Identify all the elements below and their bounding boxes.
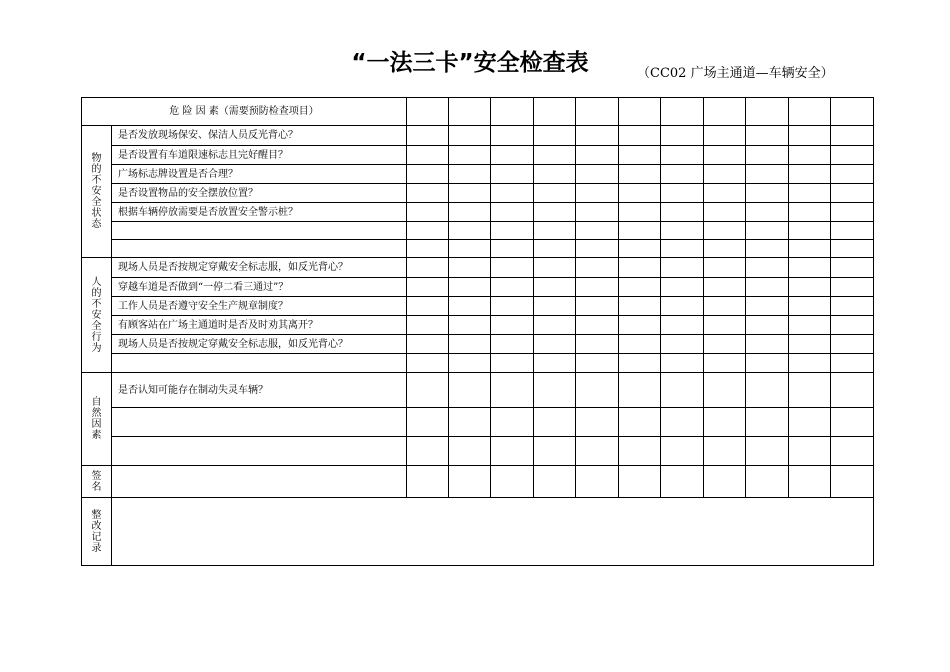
check-cell[interactable] <box>534 354 576 373</box>
table-row <box>82 335 874 354</box>
category-char: 然 <box>91 408 102 419</box>
category-char: 人 <box>91 276 102 288</box>
check-cell[interactable] <box>576 354 619 373</box>
check-cell[interactable] <box>661 408 704 437</box>
check-cell[interactable] <box>619 437 661 466</box>
check-cell[interactable] <box>407 335 449 354</box>
signature-label <box>82 466 112 498</box>
check-cell[interactable] <box>576 222 619 240</box>
category-char: 不 <box>91 175 102 186</box>
check-item <box>112 354 407 373</box>
check-cell[interactable] <box>407 408 449 437</box>
check-cell[interactable] <box>449 165 491 184</box>
check-cell[interactable] <box>449 98 491 126</box>
check-cell[interactable] <box>789 466 831 498</box>
category-char: 全 <box>91 197 102 208</box>
table-row <box>82 408 874 437</box>
table-row <box>82 297 874 316</box>
check-cell[interactable] <box>789 278 831 297</box>
check-cell[interactable] <box>491 278 534 297</box>
check-item <box>112 437 407 466</box>
check-cell[interactable] <box>746 408 789 437</box>
check-cell[interactable] <box>534 316 576 335</box>
check-cell[interactable] <box>491 165 534 184</box>
check-cell[interactable] <box>407 126 449 146</box>
check-cell[interactable] <box>534 146 576 165</box>
check-cell[interactable] <box>534 165 576 184</box>
check-cell[interactable] <box>789 258 831 278</box>
check-item: 有顾客站在广场主通道时是否及时劝其离开？ <box>112 316 407 335</box>
check-cell[interactable] <box>619 466 661 498</box>
check-cell[interactable] <box>491 203 534 222</box>
category-char: 记 <box>91 531 102 543</box>
check-cell[interactable] <box>704 466 746 498</box>
check-cell[interactable] <box>831 98 874 126</box>
check-cell[interactable] <box>619 98 661 126</box>
check-cell[interactable] <box>619 222 661 240</box>
check-cell[interactable] <box>746 354 789 373</box>
category-label <box>82 258 112 373</box>
check-cell[interactable] <box>831 146 874 165</box>
category-char: 的 <box>91 287 102 299</box>
check-cell[interactable] <box>449 146 491 165</box>
check-cell[interactable] <box>661 146 704 165</box>
page-subtitle: （CC02 广场主通道—车辆安全） <box>637 66 834 81</box>
check-cell[interactable] <box>704 278 746 297</box>
rectification-label <box>82 498 112 566</box>
category-char: 安 <box>91 309 102 321</box>
check-cell[interactable] <box>746 258 789 278</box>
table-row <box>82 126 874 146</box>
check-cell[interactable] <box>704 316 746 335</box>
hazard-header-label: 危 险 因 素（需要预防检查项目） <box>82 98 407 126</box>
check-cell[interactable] <box>576 240 619 258</box>
check-item: 工作人员是否遵守安全生产规章制度？ <box>112 297 407 316</box>
check-cell[interactable] <box>619 354 661 373</box>
table-row <box>82 373 874 408</box>
check-cell[interactable] <box>831 354 874 373</box>
check-item: 穿越车道是否做到“一停二看三通过”？ <box>112 278 407 297</box>
check-cell[interactable] <box>449 258 491 278</box>
check-cell[interactable] <box>704 126 746 146</box>
check-cell[interactable] <box>576 258 619 278</box>
check-cell[interactable] <box>619 408 661 437</box>
category-char: 为 <box>91 342 102 354</box>
check-cell[interactable] <box>491 437 534 466</box>
check-cell[interactable] <box>576 437 619 466</box>
check-cell[interactable] <box>661 222 704 240</box>
check-cell[interactable] <box>619 373 661 408</box>
check-cell[interactable] <box>831 184 874 203</box>
category-char: 整 <box>91 509 102 521</box>
check-cell[interactable] <box>449 203 491 222</box>
check-cell[interactable] <box>576 297 619 316</box>
check-cell[interactable] <box>407 258 449 278</box>
check-cell[interactable] <box>704 354 746 373</box>
check-cell[interactable] <box>534 278 576 297</box>
check-cell[interactable] <box>491 466 534 498</box>
check-cell[interactable] <box>746 165 789 184</box>
check-cell[interactable] <box>789 316 831 335</box>
check-cell[interactable] <box>534 98 576 126</box>
category-char: 行 <box>91 331 102 343</box>
check-cell[interactable] <box>704 297 746 316</box>
check-cell[interactable] <box>491 222 534 240</box>
check-cell[interactable] <box>576 278 619 297</box>
check-cell[interactable] <box>449 240 491 258</box>
safety-check-table <box>81 97 874 566</box>
check-cell[interactable] <box>704 146 746 165</box>
check-cell[interactable] <box>661 240 704 258</box>
check-cell[interactable] <box>789 98 831 126</box>
check-cell[interactable] <box>661 335 704 354</box>
check-cell[interactable] <box>789 203 831 222</box>
check-cell[interactable] <box>449 408 491 437</box>
check-cell[interactable] <box>746 278 789 297</box>
check-cell[interactable] <box>576 408 619 437</box>
check-item: 根据车辆停放需要是否放置安全警示桩？ <box>112 203 407 222</box>
check-cell[interactable] <box>619 126 661 146</box>
check-cell[interactable] <box>746 373 789 408</box>
table-row <box>82 165 874 184</box>
table-row <box>82 258 874 278</box>
check-cell[interactable] <box>661 278 704 297</box>
check-item: 是否设置物品的安全摆放位置？ <box>112 184 407 203</box>
table-row <box>82 222 874 240</box>
check-cell[interactable] <box>449 466 491 498</box>
check-item: 是否设置有车道限速标志且完好醒目？ <box>112 146 407 165</box>
check-cell[interactable] <box>576 335 619 354</box>
check-cell[interactable] <box>661 126 704 146</box>
check-cell[interactable] <box>491 316 534 335</box>
category-char: 自 <box>91 397 102 408</box>
check-cell[interactable] <box>831 222 874 240</box>
check-cell[interactable] <box>534 203 576 222</box>
check-cell[interactable] <box>407 316 449 335</box>
check-cell[interactable] <box>619 297 661 316</box>
check-cell[interactable] <box>661 316 704 335</box>
check-cell[interactable] <box>576 146 619 165</box>
check-cell[interactable] <box>576 316 619 335</box>
check-cell[interactable] <box>407 203 449 222</box>
check-cell[interactable] <box>661 258 704 278</box>
check-cell[interactable] <box>704 408 746 437</box>
check-cell[interactable] <box>449 373 491 408</box>
check-cell[interactable] <box>491 146 534 165</box>
rectification-notes-area[interactable] <box>112 498 874 566</box>
check-cell[interactable] <box>661 437 704 466</box>
check-cell[interactable] <box>576 466 619 498</box>
check-item: 广场标志牌设置是否合理？ <box>112 165 407 184</box>
check-cell[interactable] <box>704 258 746 278</box>
check-cell[interactable] <box>746 222 789 240</box>
check-cell[interactable] <box>704 437 746 466</box>
check-cell[interactable] <box>576 165 619 184</box>
check-cell[interactable] <box>407 437 449 466</box>
check-cell[interactable] <box>407 98 449 126</box>
check-cell[interactable] <box>407 354 449 373</box>
check-cell[interactable] <box>576 98 619 126</box>
category-char: 状 <box>91 208 102 219</box>
rectification-row <box>82 498 874 566</box>
check-cell[interactable] <box>407 278 449 297</box>
check-cell[interactable] <box>534 466 576 498</box>
check-cell[interactable] <box>407 297 449 316</box>
category-char: 名 <box>91 481 102 493</box>
check-cell[interactable] <box>449 278 491 297</box>
check-cell[interactable] <box>831 240 874 258</box>
check-cell[interactable] <box>661 98 704 126</box>
page-title: “一法三卡”安全检查表 <box>351 50 589 76</box>
check-cell[interactable] <box>534 408 576 437</box>
check-cell[interactable] <box>407 165 449 184</box>
check-cell[interactable] <box>789 240 831 258</box>
category-char: 态 <box>91 219 102 230</box>
category-char: 改 <box>91 520 102 532</box>
check-cell[interactable] <box>534 297 576 316</box>
check-cell[interactable] <box>746 203 789 222</box>
check-cell[interactable] <box>661 354 704 373</box>
check-cell[interactable] <box>789 408 831 437</box>
check-item <box>112 408 407 437</box>
check-cell[interactable] <box>619 146 661 165</box>
check-cell[interactable] <box>449 354 491 373</box>
check-cell[interactable] <box>407 146 449 165</box>
check-cell[interactable] <box>449 184 491 203</box>
check-cell[interactable] <box>746 146 789 165</box>
check-cell[interactable] <box>491 335 534 354</box>
table-row <box>82 354 874 373</box>
check-item: 是否发放现场保安、保洁人员反光背心？ <box>112 126 407 146</box>
check-cell[interactable] <box>534 222 576 240</box>
category-char: 全 <box>91 320 102 332</box>
signature-row <box>82 466 874 498</box>
check-cell[interactable] <box>534 258 576 278</box>
check-cell[interactable] <box>789 146 831 165</box>
check-cell[interactable] <box>576 373 619 408</box>
check-cell[interactable] <box>704 373 746 408</box>
check-cell[interactable] <box>704 240 746 258</box>
category-char: 素 <box>91 430 102 441</box>
check-cell[interactable] <box>661 184 704 203</box>
check-cell[interactable] <box>449 222 491 240</box>
check-cell[interactable] <box>407 373 449 408</box>
check-cell[interactable] <box>831 203 874 222</box>
category-label <box>82 373 112 466</box>
check-cell[interactable] <box>746 297 789 316</box>
table-row <box>82 203 874 222</box>
check-item: 现场人员是否按规定穿戴安全标志服，如反光背心？ <box>112 335 407 354</box>
check-cell[interactable] <box>704 184 746 203</box>
check-cell[interactable] <box>789 373 831 408</box>
check-cell[interactable] <box>661 373 704 408</box>
check-cell[interactable] <box>491 184 534 203</box>
check-cell[interactable] <box>831 373 874 408</box>
check-cell[interactable] <box>789 184 831 203</box>
check-cell[interactable] <box>789 297 831 316</box>
check-cell[interactable] <box>746 126 789 146</box>
category-char: 的 <box>91 164 102 175</box>
check-cell[interactable] <box>704 335 746 354</box>
check-cell[interactable] <box>746 240 789 258</box>
check-cell[interactable] <box>407 184 449 203</box>
check-cell[interactable] <box>407 466 449 498</box>
table-row <box>82 146 874 165</box>
check-cell[interactable] <box>534 126 576 146</box>
check-cell[interactable] <box>789 165 831 184</box>
check-cell[interactable] <box>746 184 789 203</box>
check-cell[interactable] <box>449 316 491 335</box>
category-char: 物 <box>91 153 102 164</box>
check-cell[interactable] <box>619 165 661 184</box>
check-cell[interactable] <box>704 98 746 126</box>
check-cell[interactable] <box>789 222 831 240</box>
check-cell[interactable] <box>534 184 576 203</box>
check-cell[interactable] <box>491 408 534 437</box>
check-cell[interactable] <box>491 258 534 278</box>
check-cell[interactable] <box>746 316 789 335</box>
check-cell[interactable] <box>619 278 661 297</box>
check-cell[interactable] <box>789 335 831 354</box>
check-cell[interactable] <box>789 126 831 146</box>
check-cell[interactable] <box>661 165 704 184</box>
check-cell[interactable] <box>831 278 874 297</box>
check-cell[interactable] <box>831 335 874 354</box>
check-cell[interactable] <box>407 240 449 258</box>
check-cell[interactable] <box>789 354 831 373</box>
check-cell[interactable] <box>449 335 491 354</box>
check-cell[interactable] <box>661 466 704 498</box>
category-char: 签 <box>91 470 102 482</box>
check-cell[interactable] <box>831 466 874 498</box>
check-cell[interactable] <box>576 203 619 222</box>
check-cell[interactable] <box>619 335 661 354</box>
check-cell[interactable] <box>491 354 534 373</box>
check-cell[interactable] <box>449 126 491 146</box>
check-cell[interactable] <box>449 297 491 316</box>
check-cell[interactable] <box>704 203 746 222</box>
check-cell[interactable] <box>534 335 576 354</box>
category-label <box>82 126 112 258</box>
check-cell[interactable] <box>576 126 619 146</box>
check-cell[interactable] <box>619 184 661 203</box>
check-item <box>112 222 407 240</box>
header-row <box>82 98 874 126</box>
check-cell[interactable] <box>491 297 534 316</box>
check-cell[interactable] <box>746 98 789 126</box>
check-cell[interactable] <box>746 466 789 498</box>
check-cell[interactable] <box>704 222 746 240</box>
check-cell[interactable] <box>534 373 576 408</box>
category-char: 因 <box>91 419 102 430</box>
check-cell[interactable] <box>661 297 704 316</box>
check-cell[interactable] <box>831 258 874 278</box>
check-cell[interactable] <box>831 126 874 146</box>
check-item: 是否认知可能存在制动失灵车辆？ <box>112 373 407 408</box>
check-cell[interactable] <box>534 240 576 258</box>
table-row <box>82 437 874 466</box>
check-cell[interactable] <box>619 203 661 222</box>
category-char: 安 <box>91 186 102 197</box>
signature-blank[interactable] <box>112 466 407 498</box>
check-cell[interactable] <box>576 184 619 203</box>
check-cell[interactable] <box>746 335 789 354</box>
check-cell[interactable] <box>619 240 661 258</box>
table-row <box>82 240 874 258</box>
check-cell[interactable] <box>831 165 874 184</box>
check-cell[interactable] <box>831 316 874 335</box>
check-cell[interactable] <box>491 373 534 408</box>
check-cell[interactable] <box>789 437 831 466</box>
check-cell[interactable] <box>449 437 491 466</box>
table-row <box>82 278 874 297</box>
check-cell[interactable] <box>491 126 534 146</box>
table-row <box>82 184 874 203</box>
check-cell[interactable] <box>831 437 874 466</box>
check-cell[interactable] <box>831 408 874 437</box>
check-cell[interactable] <box>831 297 874 316</box>
check-cell[interactable] <box>704 165 746 184</box>
check-cell[interactable] <box>746 437 789 466</box>
check-cell[interactable] <box>619 316 661 335</box>
check-cell[interactable] <box>534 437 576 466</box>
check-item <box>112 240 407 258</box>
table-row <box>82 316 874 335</box>
category-char: 不 <box>91 298 102 310</box>
check-cell[interactable] <box>407 222 449 240</box>
check-cell[interactable] <box>661 203 704 222</box>
category-char: 录 <box>91 542 102 554</box>
check-cell[interactable] <box>619 258 661 278</box>
check-cell[interactable] <box>491 240 534 258</box>
check-cell[interactable] <box>491 98 534 126</box>
check-item: 现场人员是否按规定穿戴安全标志服，如反光背心？ <box>112 258 407 278</box>
